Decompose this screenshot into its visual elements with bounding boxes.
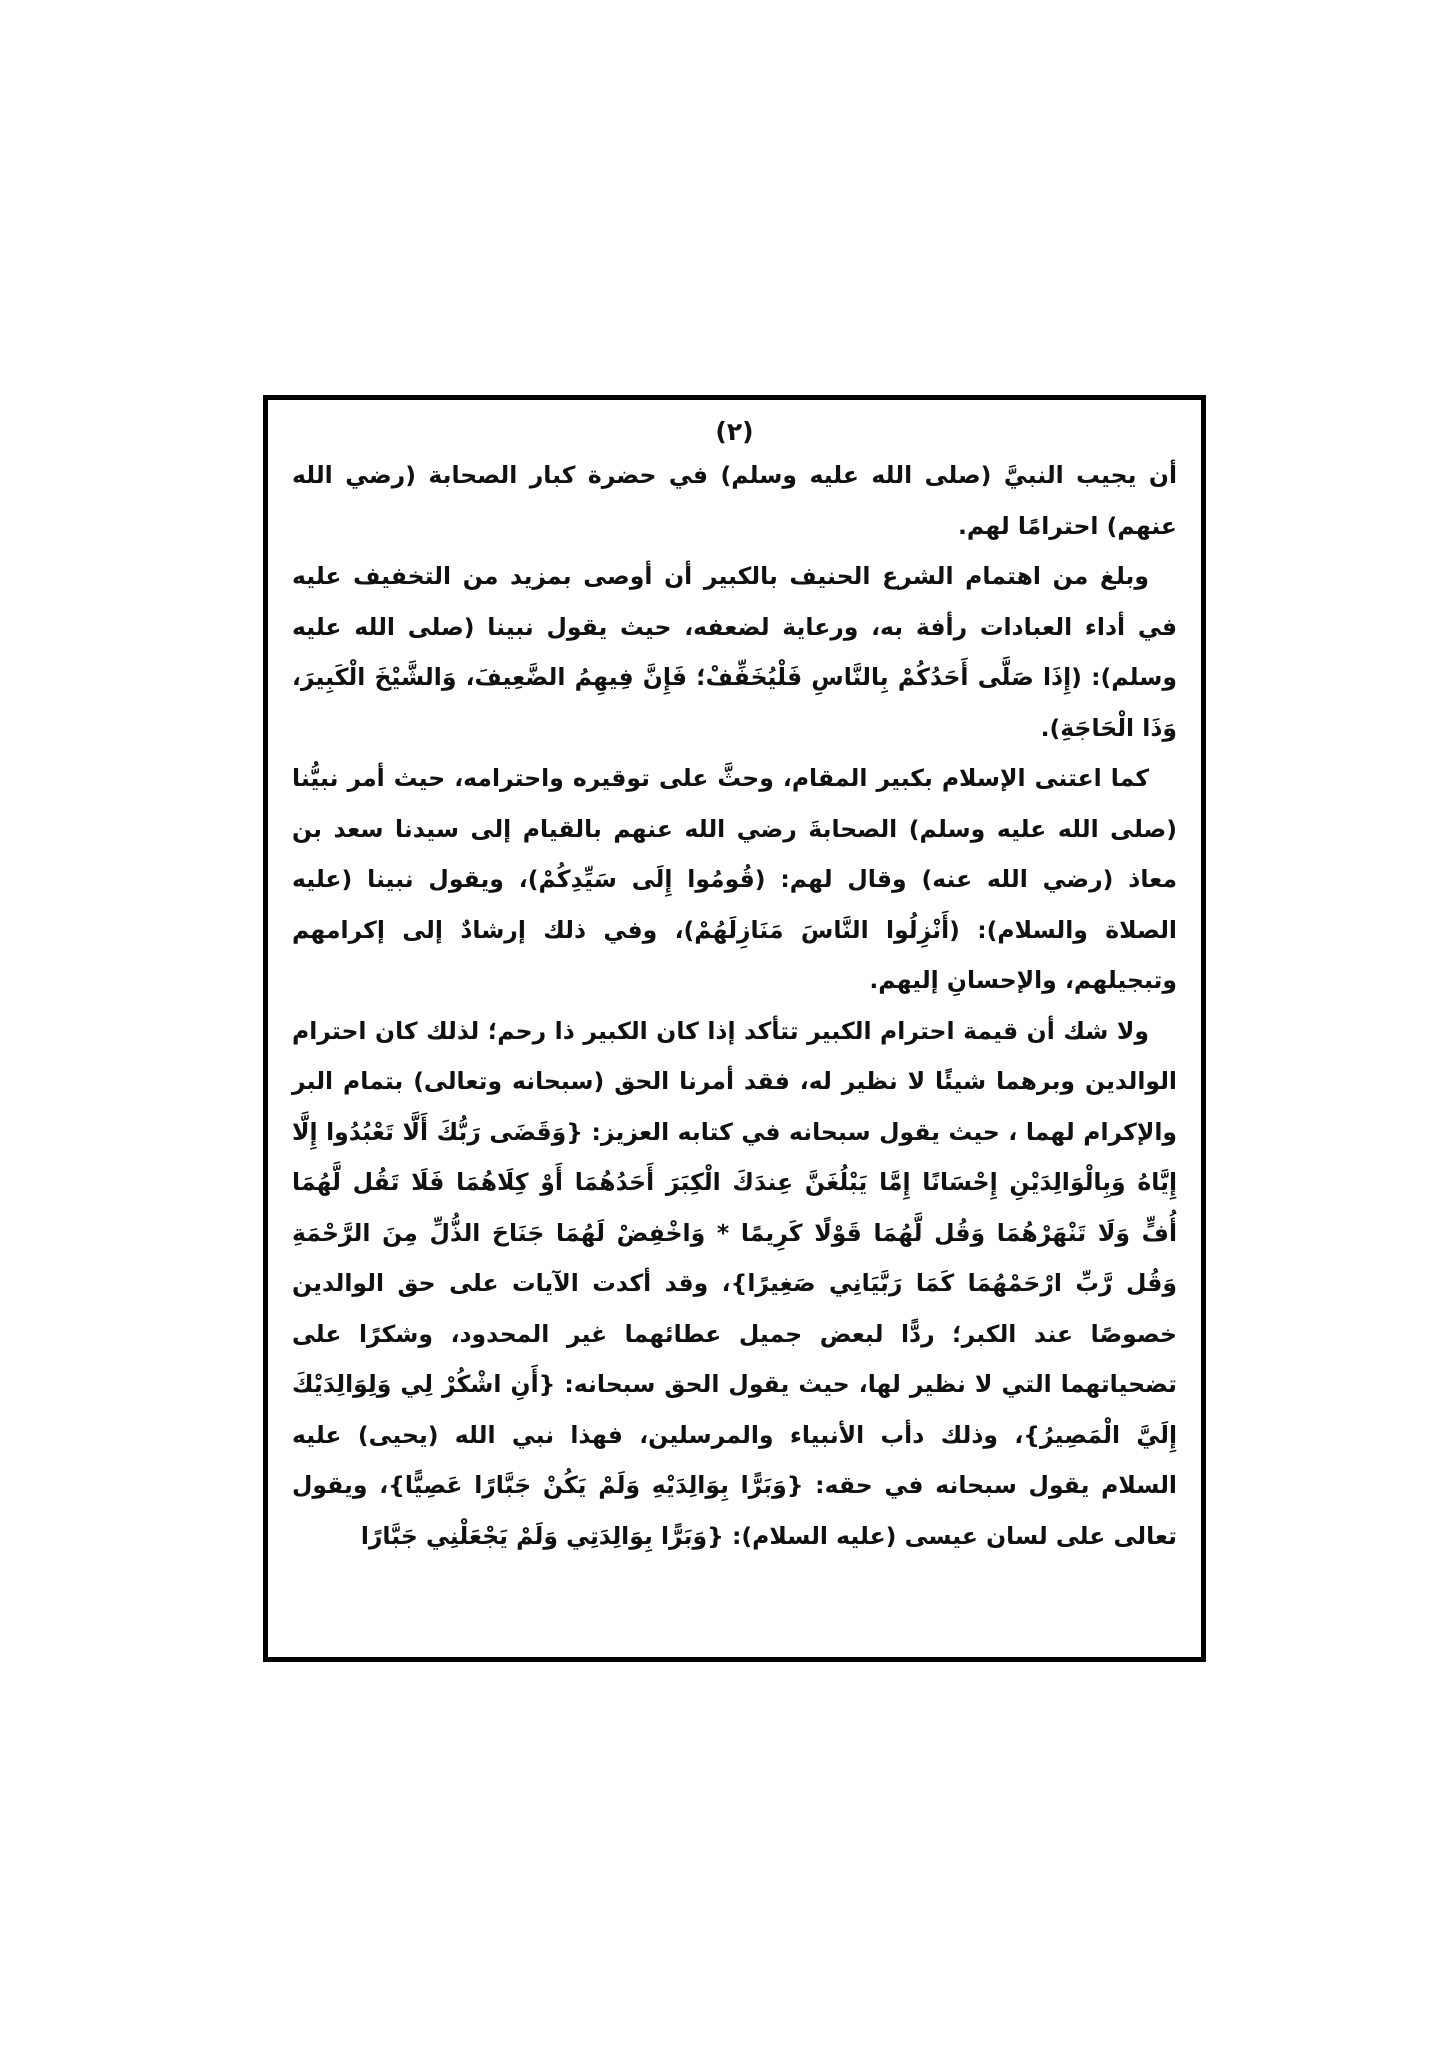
paragraph-4: ولا شك أن قيمة احترام الكبير تتأكد إذا كان الكبير ذا رحم؛ لذلك كان احترام الوالدين وبرهما شيئًا لا نظير له، فقد أمرنا الحق (سبحانه وتعالى) بتمام البر والإكرام لهما ، حيث يقول سبحانه في كتابه العزيز: {وَقَضَى رَبُّكَ أَلَّا تَعْبُدُوا إِلَّا إِيَّاهُ وَبِالْوَالِدَيْنِ إِحْسَانًا إِمَّا يَبْلُغَنَّ عِندَكَ الْكِبَرَ أَحَدُهُمَا أَوْ كِلَاهُمَا فَلَا تَقُل لَّهُمَا أُفٍّ وَلَا تَنْهَرْهُمَا وَقُل لَّهُمَا قَوْلًا كَرِيمًا * وَاخْفِضْ لَهُمَا جَنَاحَ الذُّلِّ مِنَ الرَّحْمَةِ وَقُل رَّبِّ ارْحَمْهُمَا كَمَا رَبَّيَانِي صَغِيرًا}، وقد أكدت الآيات على حق الوالدين خصوصًا عند الكبر؛ ردًّا لبعض جميل عطائهما غير المحدود، وشكرًا على تضحياتهما التي لا نظير لها، حيث يقول الحق سبحانه: {أَنِ اشْكُرْ لِي وَلِوَالِدَيْكَ إِلَيَّ الْمَصِيرُ}، وذلك دأب الأنبياء والمرسلين، فهذا نبي الله (يحيى) عليه السلام يقول سبحانه في حقه: {وَبَرًّا بِوَالِدَيْهِ وَلَمْ يَكُنْ جَبَّارًا عَصِيًّا}، ويقول تعالى على لسان عيسى (عليه السلام): {وَبَرًّا بِوَالِدَتِي وَلَمْ يَجْعَلْنِي جَبَّارًا <box>292 1016 1177 1550</box>
page-number: (٢) <box>715 417 754 446</box>
paragraph-3: كما اعتنى الإسلام بكبير المقام، وحثَّ على توقيره واحترامه، حيث أمر نبيُّنا (صلى الله عليه وسلم) الصحابةَ رضي الله عنهم بالقيام إلى سيدنا سعد بن معاذ (رضي الله عنه) وقال لهم: (قُومُوا إِلَى سَيِّدِكُمْ)، ويقول نبينا (عليه الصلاة والسلام): (أَنْزِلُوا النَّاسَ مَنَازِلَهُمْ)، وفي ذلك إرشادٌ إلى إكرامهم وتبجيلهم، والإحسانِ إليهم. <box>292 764 1177 994</box>
paragraph-1: أن يجيب النبيَّ (صلى الله عليه وسلم) في حضرة كبار الصحابة (رضي الله عنهم) احترامًا لهم. <box>292 461 1177 540</box>
page-frame <box>263 395 1206 1662</box>
paragraph-2: وبلغ من اهتمام الشرع الحنيف بالكبير أن أوصى بمزيد من التخفيف عليه في أداء العبادات رأفة به، ورعاية لضعفه، حيث يقول نبينا (صلى الله عليه وسلم): (إِذَا صَلَّى أَحَدُكُمْ بِالنَّاسِ فَلْيُخَفِّفْ؛ فَإِنَّ فِيهِمُ الضَّعِيفَ، وَالشَّيْخَ الْكَبِيرَ، وَذَا الْحَاجَةِ). <box>292 562 1177 742</box>
